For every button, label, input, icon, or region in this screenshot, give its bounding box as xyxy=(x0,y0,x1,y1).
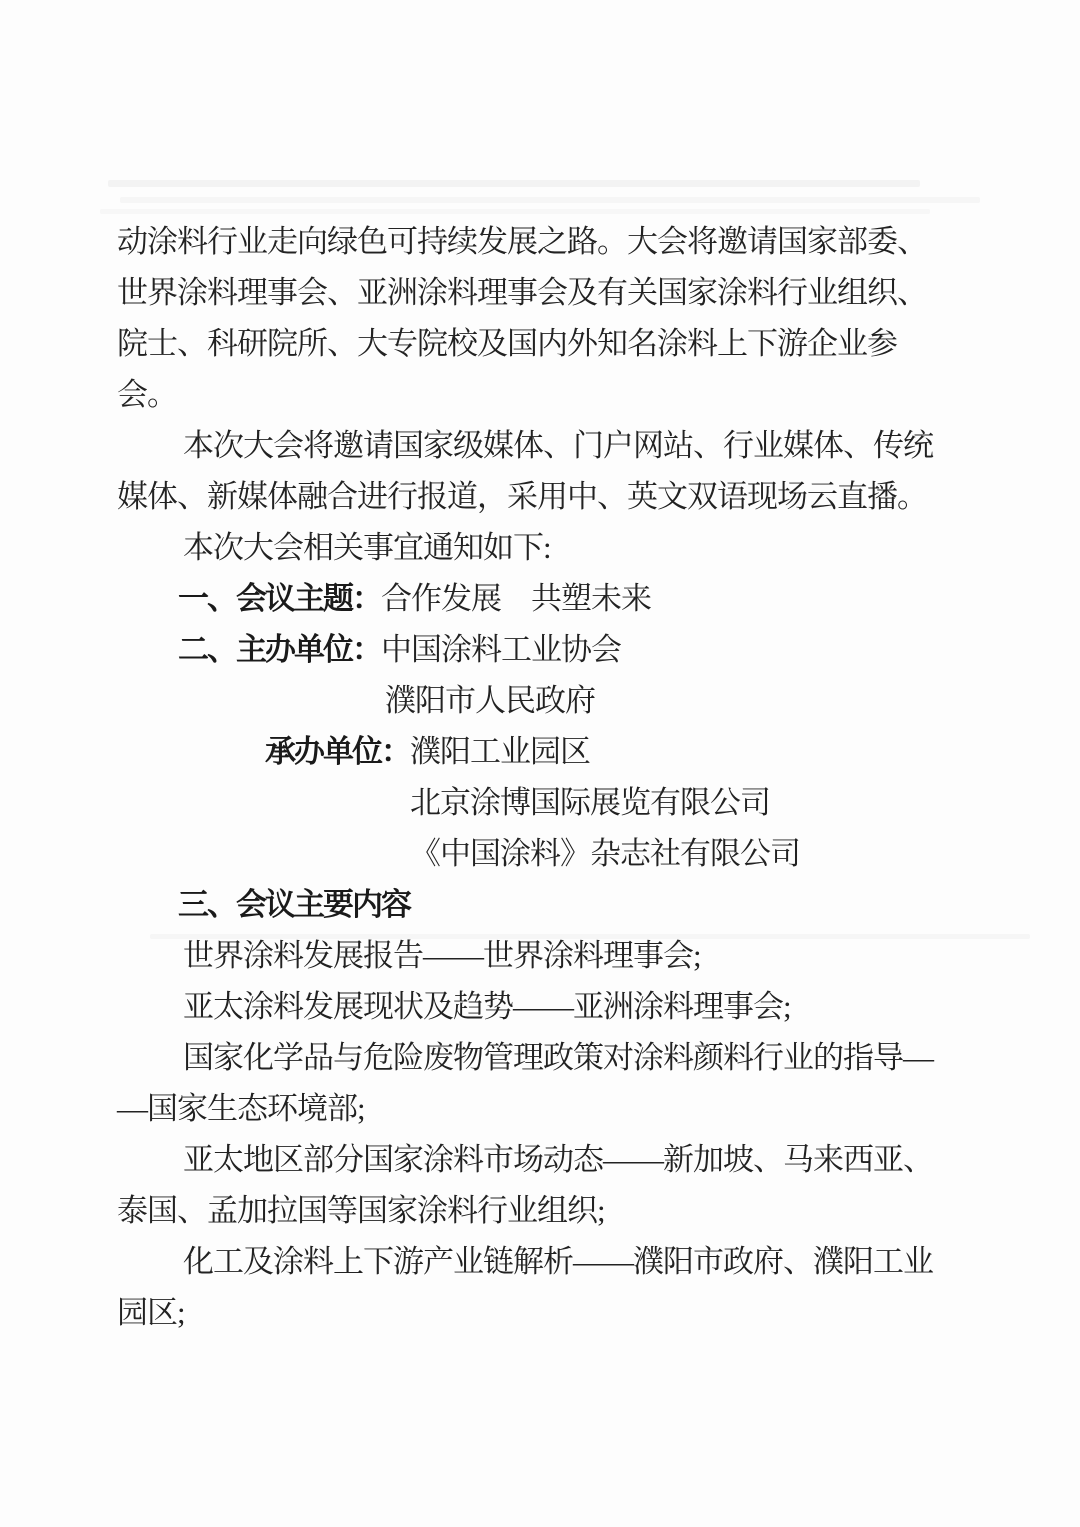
media-paragraph-line-1: 本次大会将邀请国家级媒体、门户网站、行业媒体、传统 xyxy=(183,428,933,463)
agenda-item-4-line-2: 泰国、孟加拉国等国家涂料行业组织; xyxy=(117,1193,605,1228)
theme-value: 合作发展 共塑未来 xyxy=(381,581,651,616)
intro-paragraph-line-4: 会。 xyxy=(117,377,177,412)
notice-line: 本次大会相关事宜通知如下: xyxy=(183,530,551,565)
host-value-1: 中国涂料工业协会 xyxy=(381,632,621,667)
agenda-item-5-line-2: 园区; xyxy=(117,1295,185,1330)
theme-line xyxy=(117,573,967,624)
agenda-item-2: 亚太涂料发展现状及趋势——亚洲涂料理事会; xyxy=(183,989,791,1024)
scan-artifact xyxy=(120,197,980,203)
organizer-value-1: 濮阳工业园区 xyxy=(410,734,590,769)
document-page xyxy=(117,216,967,1338)
theme-label: 一、会议主题： xyxy=(178,581,381,616)
agenda-item-3-line-2: —国家生态环境部; xyxy=(117,1091,365,1126)
organizer-value-3: 《中国涂料》杂志社有限公司 xyxy=(410,836,800,871)
host-value-2: 濮阳市人民政府 xyxy=(385,683,595,718)
media-paragraph-line-2: 媒体、新媒体融合进行报道，采用中、英文双语现场云直播。 xyxy=(117,479,927,514)
host-label: 二、主办单位： xyxy=(178,632,381,667)
intro-paragraph-line-1: 动涂料行业走向绿色可持续发展之路。大会将邀请国家部委、 xyxy=(117,224,927,259)
host-line xyxy=(117,624,967,675)
intro-paragraph-line-3: 院士、科研院所、大专院校及国内外知名涂料上下游企业参 xyxy=(117,326,897,361)
scan-artifact xyxy=(100,209,930,214)
intro-paragraph-line-2: 世界涂料理事会、亚洲涂料理事会及有关国家涂料行业组织、 xyxy=(117,275,927,310)
organizer-label: 承办单位： xyxy=(265,734,410,769)
agenda-item-1: 世界涂料发展报告——世界涂料理事会; xyxy=(183,938,701,973)
scan-artifact xyxy=(108,180,920,187)
organizer-value-2: 北京涂博国际展览有限公司 xyxy=(410,785,770,820)
agenda-item-3-line-1: 国家化学品与危险废物管理政策对涂料颜料行业的指导— xyxy=(183,1040,933,1075)
agenda-item-4-line-1: 亚太地区部分国家涂料市场动态——新加坡、马来西亚、 xyxy=(183,1142,933,1177)
organizer-line xyxy=(117,726,967,777)
agenda-item-5-line-1: 化工及涂料上下游产业链解析——濮阳市政府、濮阳工业 xyxy=(183,1244,933,1279)
agenda-heading: 三、会议主要内容 xyxy=(178,887,410,922)
